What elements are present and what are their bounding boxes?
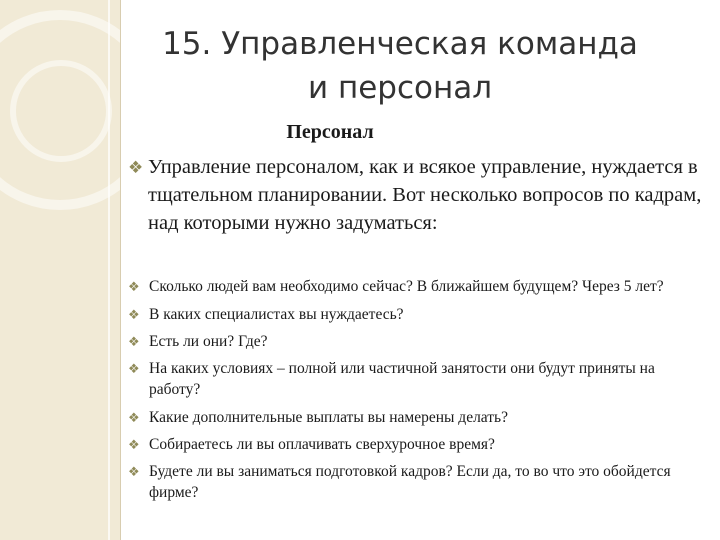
- diamond-bullet-icon: ❖: [128, 335, 140, 350]
- decorative-line: [108, 0, 110, 540]
- question-item: [128, 407, 708, 428]
- question-item: [128, 304, 708, 325]
- decorative-ring: [10, 60, 112, 162]
- main-bullet-item: [128, 153, 708, 237]
- slide-subtitle: Персонал: [286, 121, 374, 143]
- questions-list: [128, 276, 708, 503]
- diamond-bullet-icon: ❖: [128, 280, 140, 295]
- question-text: Будете ли вы заниматься подготовкой кадров? Если да, то во что это обойдется фирме?: [149, 463, 671, 501]
- slide-title: [130, 22, 670, 110]
- main-bullet-text: Управление персоналом, как и всякое управление, нуждается в тщательном планировании. Вот несколько вопросов по кадрам, над которыми нужно задуматься:: [148, 156, 702, 234]
- question-item: [128, 358, 708, 400]
- question-item: [128, 434, 708, 455]
- question-text: На каких условиях – полной или частичной занятости они будут приняты на работу?: [149, 360, 655, 398]
- diamond-bullet-icon: ❖: [128, 158, 144, 178]
- question-text: Какие дополнительные выплаты вы намерены делать?: [149, 409, 509, 426]
- diamond-bullet-icon: ❖: [128, 308, 140, 323]
- question-item: [128, 276, 708, 297]
- title-line-1: 15. Управленческая команда: [162, 26, 638, 62]
- question-text: Есть ли они? Где?: [149, 333, 268, 350]
- diamond-bullet-icon: ❖: [128, 438, 140, 453]
- question-text: Сколько людей вам необходимо сейчас? В ближайшем будущем? Через 5 лет?: [149, 278, 664, 295]
- diamond-bullet-icon: ❖: [128, 465, 140, 480]
- question-text: Собираетесь ли вы оплачивать сверхурочное время?: [149, 436, 495, 453]
- question-item: [128, 331, 708, 352]
- decorative-side-panel: [0, 0, 121, 540]
- diamond-bullet-icon: ❖: [128, 411, 140, 426]
- title-line-2: и персонал: [307, 70, 493, 106]
- question-item: [128, 461, 708, 503]
- diamond-bullet-icon: ❖: [128, 362, 140, 377]
- question-text: В каких специалистах вы нуждаетесь?: [149, 306, 404, 323]
